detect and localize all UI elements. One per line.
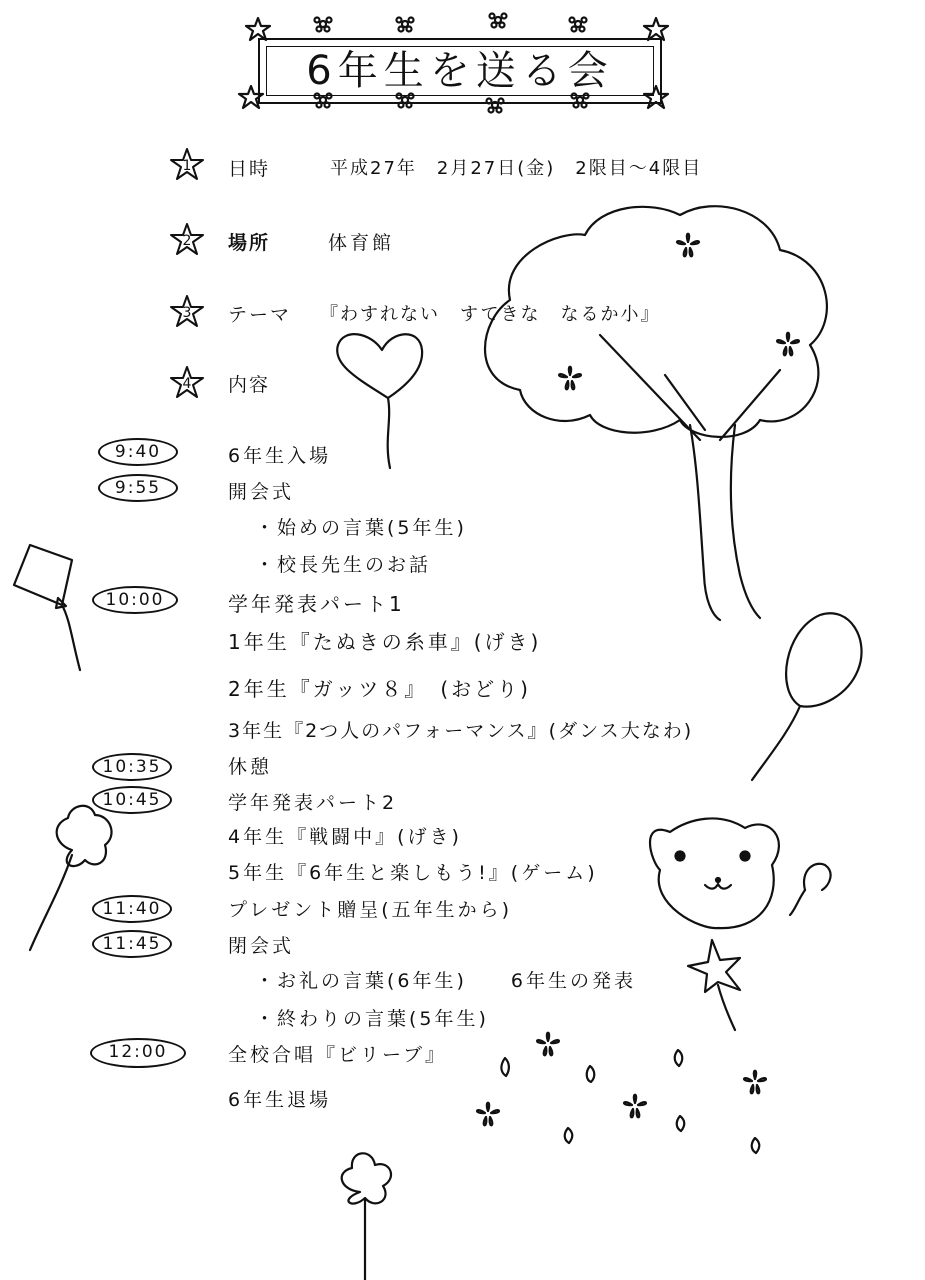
time-badge: 10:45: [92, 786, 172, 814]
time-badge: 10:00: [92, 586, 178, 614]
schedule-item: 1年生『たぬきの糸車』(げき): [228, 630, 542, 654]
sakura-icon: [744, 1071, 766, 1094]
section-number-1: 1: [170, 148, 204, 182]
time-badge: 11:40: [92, 895, 172, 923]
kite-icon: [14, 545, 80, 670]
section-value-theme: 『わすれない すてきな なるか小』: [320, 304, 661, 325]
schedule-item: ・終わりの言葉(5年生): [255, 1008, 489, 1030]
schedule-item: 6年生入場: [228, 445, 332, 467]
sakura-icon: [477, 1103, 499, 1126]
sakura-icon: [777, 333, 799, 356]
petal-icon: [752, 1138, 760, 1153]
sakura-icon: [559, 367, 581, 390]
schedule-item: ・お礼の言葉(6年生) 6年生の発表: [255, 970, 637, 992]
time-badge: 10:35: [92, 753, 172, 781]
schedule-item: 6年生退場: [228, 1089, 332, 1111]
schedule-item: 全校合唱『ビリーブ』: [228, 1044, 448, 1066]
time-badge: 9:55: [98, 474, 178, 502]
heart-balloon-icon: [337, 334, 422, 468]
petal-icon: [501, 1058, 509, 1076]
star-balloon-icon: [688, 940, 740, 1030]
petal-icon: [677, 1116, 685, 1131]
flower-balloon-icon: [30, 806, 112, 950]
section-value-place: 体育館: [328, 232, 395, 254]
page-title: 6年生を送る会: [306, 48, 614, 94]
time-badge: 9:40: [98, 438, 178, 466]
schedule-item: プレゼント贈呈(五年生から): [228, 899, 513, 921]
flower-icon: [342, 1153, 391, 1280]
section-label-theme: テーマ: [228, 304, 292, 326]
schedule-item: ・始めの言葉(5年生): [255, 517, 467, 539]
schedule-item: ・校長先生のお話: [255, 554, 432, 576]
schedule-item: 4年生『戦闘中』(げき): [228, 826, 462, 848]
schedule-item: 2年生『ガッツ８』 (おどり): [228, 677, 531, 701]
tree-icon: [485, 206, 827, 620]
sakura-icon: [624, 1095, 646, 1118]
balloon-icon: [752, 613, 862, 780]
petal-icon: [587, 1066, 595, 1082]
section-label-place: 場所: [228, 232, 271, 254]
schedule-item: 休憩: [228, 756, 273, 778]
schedule-item: 開会式: [228, 481, 295, 503]
time-badge: 11:45: [92, 930, 172, 958]
section-number-2: 2: [170, 223, 204, 257]
sakura-icon: [677, 234, 699, 257]
schedule-item: 学年発表パート1: [228, 592, 405, 616]
section-number-3: 3: [170, 295, 204, 329]
schedule-item: 5年生『6年生と楽しもう!』(ゲーム): [228, 862, 598, 884]
schedule-item: 3年生『2つ人のパフォーマンス』(ダンス大なわ): [228, 720, 694, 742]
schedule-item: 閉会式: [228, 935, 295, 957]
section-label-date: 日時: [228, 158, 271, 180]
sakura-icon: [537, 1033, 559, 1056]
petal-icon: [675, 1050, 683, 1066]
time-badge: 12:00: [90, 1038, 186, 1068]
section-value-date: 平成27年 2月27日(金) 2限目～4限目: [330, 158, 703, 179]
petal-icon: [565, 1128, 573, 1143]
schedule-item: 学年発表パート2: [228, 792, 398, 814]
section-number-4: 4: [170, 366, 204, 400]
section-label-content: 内容: [228, 374, 271, 396]
bear-icon: [650, 818, 831, 928]
